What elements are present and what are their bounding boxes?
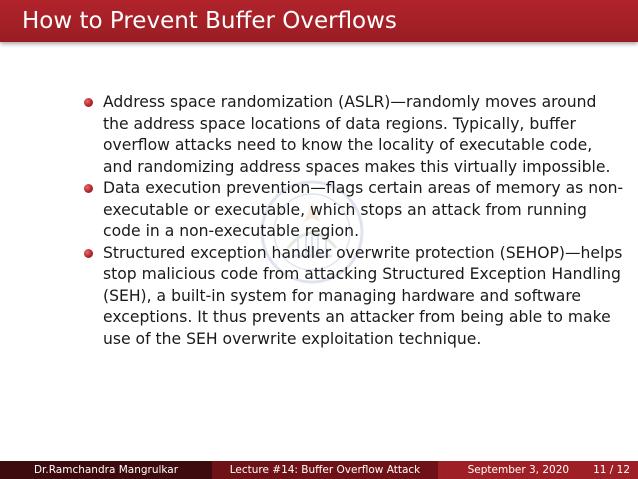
footer-author: Dr.Ramchandra Mangrulkar xyxy=(33,464,179,476)
footer-lecture: Lecture #14: Buffer Overflow Attack xyxy=(229,464,421,476)
bullet-list xyxy=(84,92,624,350)
footer-author-section xyxy=(0,461,212,479)
bullet-icon xyxy=(84,249,93,258)
footer-date: September 3, 2020 xyxy=(467,464,570,476)
bullet-text: Address space randomization (ASLR)—randomly moves around the address space locations of data regions. Typically, buffer overflow attacks need to know the locality of executable code, and randomizing address spaces makes this virtually impossible. xyxy=(103,93,611,176)
footer-date-page-section xyxy=(438,461,638,479)
bullet-text: Data execution prevention—flags certain areas of memory as non-executable or executable, which stops an attack from running code in a non-executable region. xyxy=(103,179,624,240)
bullet-text: Structured exception handler overwrite protection (SEHOP)—helps stop malicious code from attacking Structured Exception Handling (SEH), a built-in system for managing hardware and software exceptions. It thus prevents an attacker from being able to make use of the SEH overwrite exploitation technique. xyxy=(103,243,623,348)
bullet-item-sehop xyxy=(84,243,624,351)
bullet-item-aslr xyxy=(84,92,624,178)
footer-lecture-section xyxy=(212,461,438,479)
bullet-icon xyxy=(84,98,93,107)
footer xyxy=(0,461,638,479)
slide-title: How to Prevent Buffer Overflows xyxy=(22,8,397,34)
title-bar xyxy=(0,0,638,42)
bullet-icon xyxy=(84,184,93,193)
bullet-item-dep xyxy=(84,178,624,243)
footer-page-number: 11 / 12 xyxy=(593,464,630,476)
